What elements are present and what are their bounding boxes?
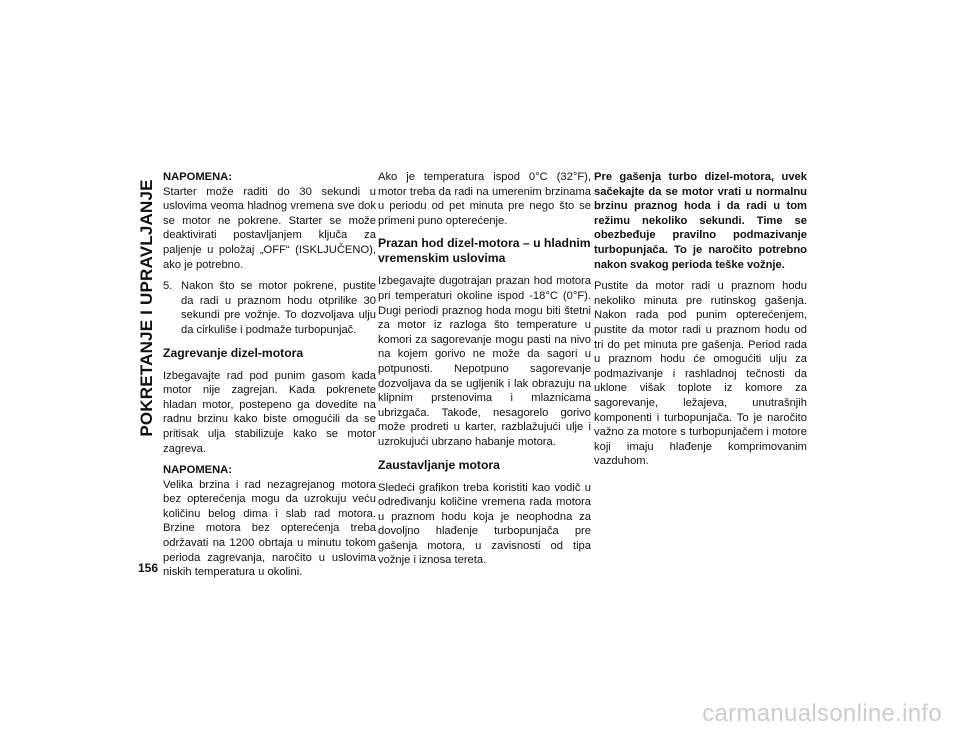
note-1-label: NAPOMENA:	[163, 171, 232, 183]
idle-paragraph: Izbegavajte dugotrajan prazan hod motora pri temperaturi okoline ispod -18°C (0°F). Dugi periodi praznog hoda mogu biti štetni za motor iz razloga što temperature u komori za sagorevanje mogu pasti na nivo na kojem gorivo ne može da sagori u potpunosti. Nepotpuno sagorevanje dozvoljava da se ugljenik i lak obrazuju na klipnim prstenovima i mlaznicama ubrizgača. Takođe, nesagorelo gorivo može prodreti u karter, razblažujući ulje i uzrokujući ubrzano habanje motora.	[378, 275, 591, 448]
stop-paragraph: Sledeći grafikon treba koristiti kao vodič u određivanju količine vremena rada motora u praznom hodu koja je neophodna za dovoljno hlađenje turbopunjača pre gašenja motora, u zavisnosti od tipa vožnje i iznosa tereta.	[378, 481, 591, 567]
column-right	[594, 170, 807, 476]
note-1-text: Starter može raditi do 30 sekundi u uslovima veoma hladnog vremena sve dok se motor ne pokrene. Starter se može deaktivirati postavljanjem ključa za paljenje u položaj „OFF“ (ISKLJUČENO), ako je potrebno.	[163, 185, 376, 271]
note-2	[163, 463, 376, 580]
list-item-5	[163, 279, 376, 337]
list-item-text: Nakon što se motor pokrene, pustite da radi u praznom hodu otprilike 30 sekundi pre vožnje. To dozvoljava ulju da cirkuliše i podmaže turbopunjač.	[181, 280, 376, 336]
heading-warmup: Zagrevanje dizel-motora	[163, 345, 304, 360]
column-middle	[378, 170, 591, 575]
warning-paragraph: Pre gašenja turbo dizel-motora, uvek sačekajte da se motor vrati u normalnu brzinu praznog hoda i da radi u tom režimu nekoliko sekundi. Time se obezbeđuje pravilno podmazivanje turbopunjača. To je naročito potrebno nakon svakog perioda teške vožnje.	[594, 171, 807, 271]
column-left	[163, 170, 376, 587]
intro-paragraph: Ako je temperatura ispod 0°C (32°F), motor treba da radi na umerenim brzinama u periodu od pet minuta pre nego što se primeni puno opterećenje.	[378, 171, 591, 227]
list-item-number: 5.	[163, 280, 173, 293]
page-number: 156	[138, 561, 159, 575]
warmup-paragraph: Izbegavajte rad pod punim gasom kada motor nije zagrejan. Kada pokrenete hladan motor, postepeno ga dovedite na radnu brzinu kako biste omogućili da se pritisak ulja stabilizuje kako se motor zagreva.	[163, 369, 376, 455]
note-1	[163, 170, 376, 272]
note-2-text: Velika brzina i rad nezagrejanog motora bez opterećenja mogu da uzrokuju veću količinu belog dima i slab rad motora. Brzine motora bez opterećenja treba održavati na 1200 obrtaja u minutu tokom perioda zagrevanja, naročito u uslovima niskih temperatura u okolini.	[163, 478, 376, 579]
note-2-label: NAPOMENA:	[163, 464, 232, 477]
section-side-tab	[137, 178, 156, 437]
watermark: carmanualsonline.info	[702, 700, 942, 727]
heading-idle: Prazan hod dizel-motora – u hladnim vremenskim uslovima	[378, 236, 591, 266]
idle-cool-paragraph: Pustite da motor radi u praznom hodu nekoliko minuta pre rutinskog gašenja. Nakon rada pod punim opterećenjem, pustite da motor radi u praznom hodu od tri do pet minuta pre gašenja. Period rada u praznom hodu će omogućiti ulju za podmazivanje i rashladnoj tečnosti da uklone višak toplote iz komore za sagorevanje, ležajeva, unutrašnjih komponenti i turbopunjača. To je naročito važno za motore s turbopunjačem i motore koji imaju hlađenje komprimovanim vazduhom.	[594, 280, 807, 468]
heading-stop: Zaustavljanje motora	[378, 457, 500, 472]
section-title: POKRETANJE I UPRAVLJANJE	[137, 178, 156, 437]
